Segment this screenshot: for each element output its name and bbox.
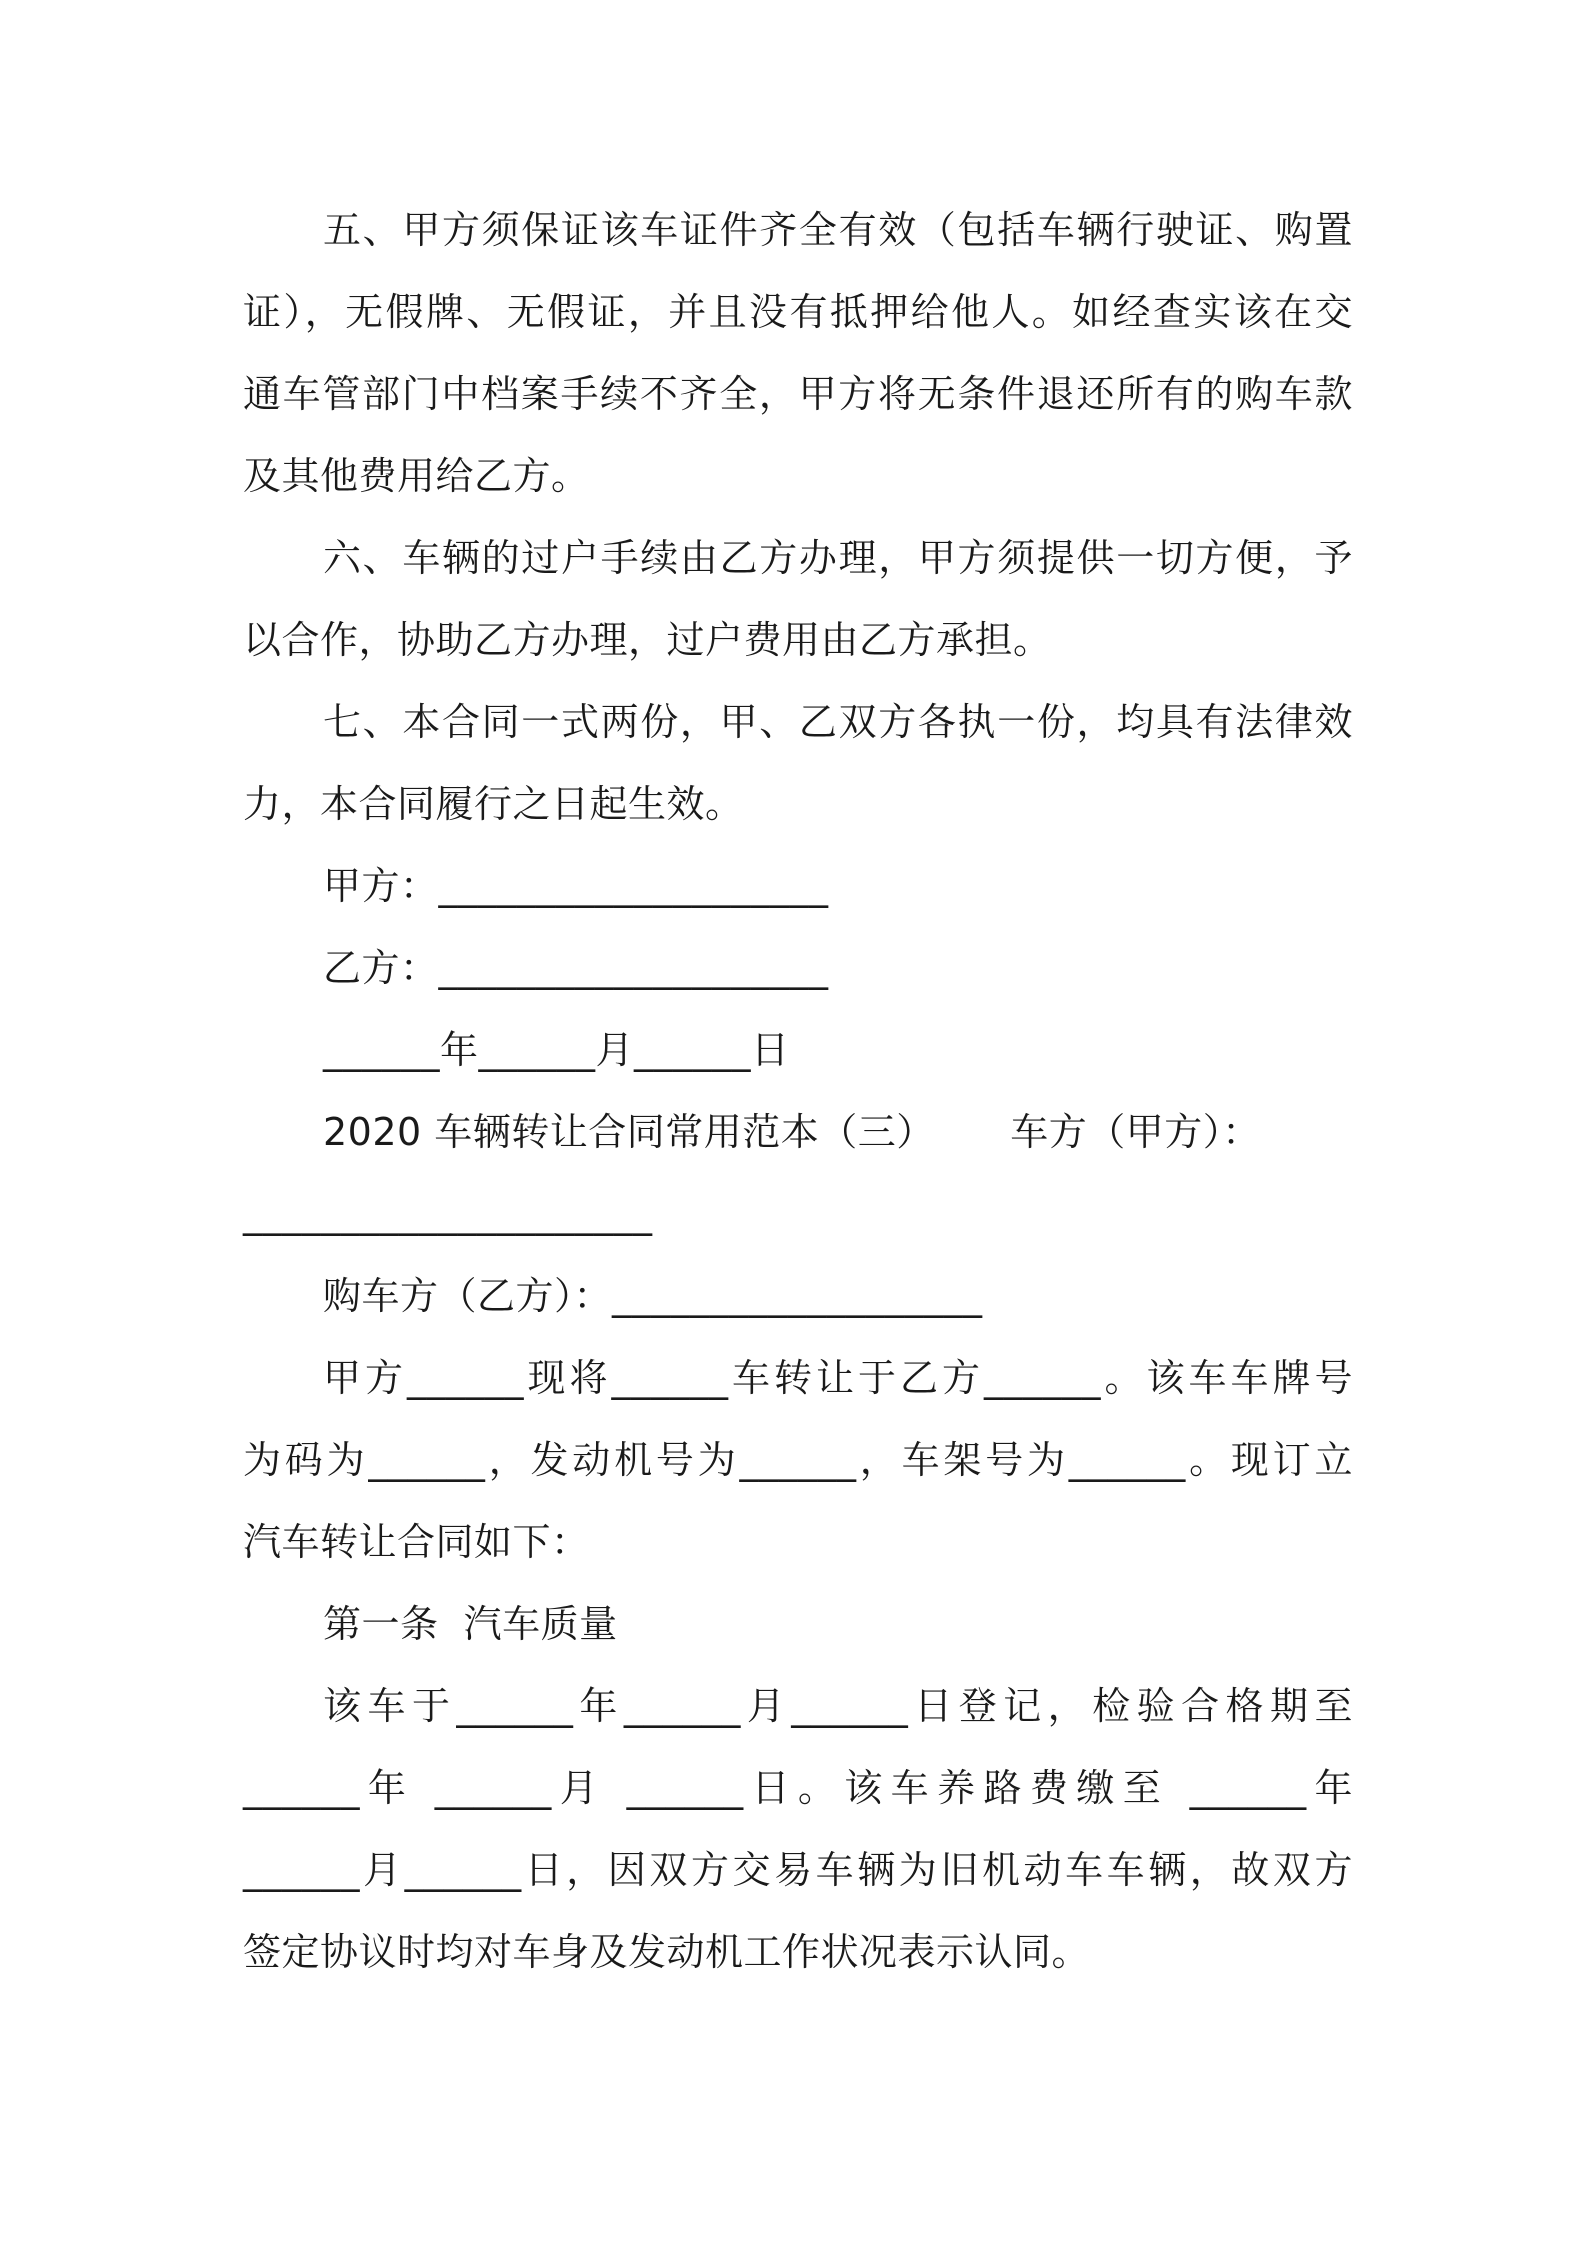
- clause-5-line-1: 五、甲方须保证该车证件齐全有效（包括车辆行驶证、购置: [323, 208, 1353, 252]
- intro-line-1: 甲方______现将______车转让于乙方______。该车车牌号: [323, 1356, 1353, 1400]
- clause-7-line-2: 力，本合同履行之日起生效。: [243, 782, 744, 826]
- clause-7-line-1: 七、本合同一式两份，甲、乙双方各执一份，均具有法律效: [323, 700, 1353, 744]
- seller-blank-line: _____________________: [243, 1192, 653, 1236]
- party-a-signature-line: 甲方：____________________: [323, 864, 829, 908]
- clause-5-line-2: 证），无假牌、无假证，并且没有抵押给他人。如经查实该在交: [243, 290, 1353, 334]
- clause-6-line-1: 六、车辆的过户手续由乙方办理，甲方须提供一切方便，予: [323, 536, 1353, 580]
- article-1-heading: 第一条 汽车质量: [323, 1602, 618, 1646]
- intro-line-2: 为码为______，发动机号为______，车架号为______。现订立: [243, 1438, 1353, 1482]
- article-1-line-3: ______月______日，因双方交易车辆为旧机动车车辆，故双方: [243, 1848, 1353, 1892]
- intro-line-3: 汽车转让合同如下：: [243, 1520, 590, 1564]
- date-line: ______年______月______日: [323, 1028, 790, 1072]
- clause-6-line-2: 以合作，协助乙方办理，过户费用由乙方承担。: [243, 618, 1052, 662]
- template-title-line: 2020 车辆转让合同常用范本（三） 车方（甲方）：: [323, 1110, 1261, 1154]
- party-b-signature-line: 乙方：____________________: [323, 946, 829, 990]
- article-1-line-1: 该车于______年______月______日登记，检验合格期至: [323, 1684, 1353, 1728]
- article-1-line-2: ______年 ______月 ______日。该车养路费缴至 ______年: [243, 1766, 1353, 1810]
- buyer-line: 购车方（乙方）：___________________: [323, 1274, 983, 1318]
- article-1-line-4: 签定协议时均对车身及发动机工作状况表示认同。: [243, 1930, 1091, 1974]
- clause-5-line-3: 通车管部门中档案手续不齐全，甲方将无条件退还所有的购车款: [243, 372, 1353, 416]
- clause-5-line-4: 及其他费用给乙方。: [243, 454, 590, 498]
